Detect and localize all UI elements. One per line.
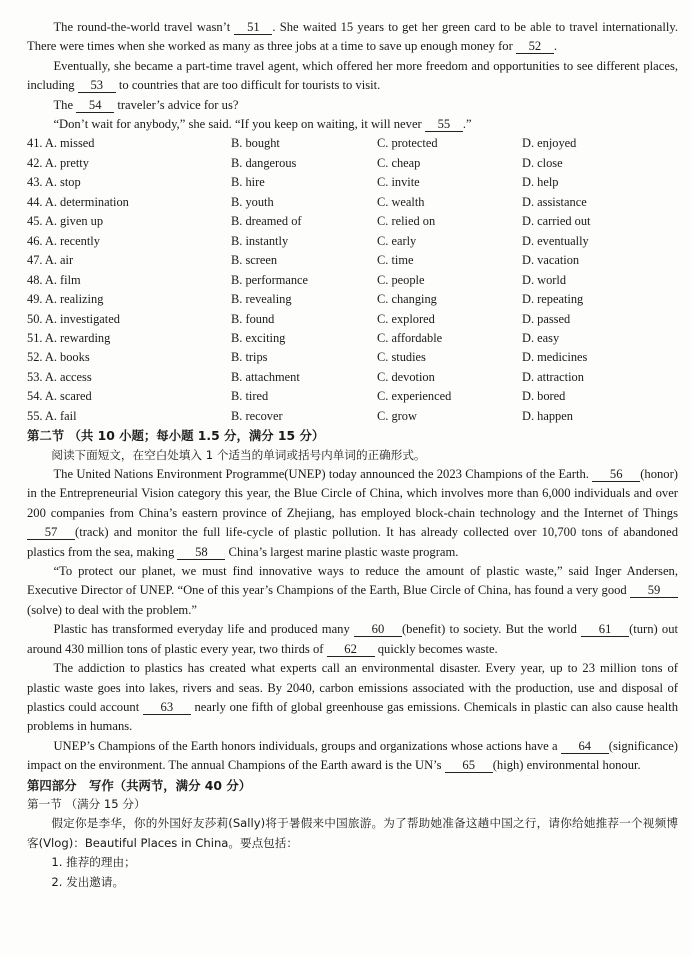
- option-46-b[interactable]: B. instantly: [231, 233, 289, 248]
- option-43-b[interactable]: B. hire: [231, 175, 265, 190]
- option-43-d[interactable]: D. help: [522, 175, 559, 190]
- option-42-b[interactable]: B. dangerous: [231, 155, 297, 170]
- text-run: quickly becomes waste.: [374, 641, 498, 656]
- option-row: [27, 154, 678, 173]
- text-run: (honor) in the Entrepreneurial Vision category this year, the Blue Circle of China, which involves more than 6,000 individuals and over 200 companies from China’s eastern province of Zhejiang, has employed block-chain technology and the Internet of Things: [27, 467, 678, 520]
- option-49-d[interactable]: D. repeating: [522, 292, 584, 307]
- section2-paragraph-3: [27, 620, 678, 659]
- text-run: The round-the-world travel wasn’t: [53, 20, 235, 34]
- option-46-a[interactable]: 46. A. recently: [27, 233, 100, 248]
- section2-paragraph-1: [27, 465, 678, 562]
- option-45-c[interactable]: C. relied on: [377, 214, 436, 229]
- option-42-c[interactable]: C. cheap: [377, 155, 421, 170]
- text-run: UNEP’s Champions of the Earth honors individuals, groups and organizations whose actions have a: [53, 738, 561, 753]
- text-run: Plastic has transformed everyday life and produced many: [53, 622, 354, 637]
- text-run: “To protect our planet, we must find innovative ways to reduce the amount of plastic waste,” said Inger Andersen, Executive Director of UNEP. “One of this year’s Champions of the Earth, Blue Circle of China, has found a very good: [27, 564, 678, 598]
- option-47-a[interactable]: 47. A. air: [27, 253, 74, 268]
- text-run: (track) and monitor the full life-cycle of plastic pollution. It has already collected over 10,700 tons of abandoned plastics from the sea, making: [27, 525, 678, 559]
- option-46-c[interactable]: C. early: [377, 233, 417, 248]
- option-50-c[interactable]: C. explored: [377, 311, 435, 326]
- answer-blank-62[interactable]: 62: [327, 642, 375, 657]
- answer-blank-54[interactable]: 54: [76, 98, 114, 113]
- option-46-d[interactable]: D. eventually: [522, 233, 589, 248]
- option-row: [27, 251, 678, 270]
- option-row: [27, 193, 678, 212]
- text-run: nearly one fifth of global greenhouse gas emissions. Chemicals in plastic can also cause health problems in humans.: [27, 699, 678, 734]
- option-55-c[interactable]: C. grow: [377, 408, 417, 423]
- reading-paragraph-1: [27, 18, 678, 57]
- text-run: “Don’t wait for anybody,” she said. “If you keep on waiting, it will never: [53, 117, 425, 132]
- option-48-c[interactable]: C. people: [377, 272, 425, 287]
- answer-blank-53[interactable]: 53: [78, 78, 116, 93]
- section2-paragraph-5: [27, 737, 678, 776]
- section2-instruction: 阅读下面短文，在空白处填入 1 个适当的单词或括号内单词的正确形式。: [51, 447, 426, 462]
- option-44-c[interactable]: C. wealth: [377, 194, 425, 209]
- option-47-c[interactable]: C. time: [377, 253, 414, 268]
- text-run: (solve) to deal with the problem.”: [27, 602, 197, 617]
- part4-subheading: 第一节 （满分 15 分）: [27, 796, 146, 811]
- text-run: China’s largest marine plastic waste program.: [225, 544, 459, 559]
- option-row: [27, 368, 678, 387]
- option-row: [27, 407, 678, 426]
- option-row: [27, 134, 678, 153]
- text-run: Eventually, she became a part-time travel agent, which offered her more freedom and opportunities to see different places, including: [27, 58, 678, 93]
- option-45-b[interactable]: B. dreamed of: [231, 214, 302, 229]
- text-run: traveler’s advice for us?: [114, 97, 239, 112]
- option-41-b[interactable]: B. bought: [231, 136, 280, 151]
- text-run: .”: [462, 117, 472, 132]
- answer-blank-56[interactable]: 56: [592, 467, 640, 482]
- reading-paragraph-4: [27, 115, 678, 134]
- option-41-c[interactable]: C. protected: [377, 136, 438, 151]
- reading-paragraph-2: [27, 57, 678, 96]
- option-53-a[interactable]: 53. A. access: [27, 369, 92, 384]
- answer-blank-64[interactable]: 64: [561, 739, 609, 754]
- option-42-a[interactable]: 42. A. pretty: [27, 155, 89, 170]
- option-48-b[interactable]: B. performance: [231, 272, 309, 287]
- section2-paragraph-2: [27, 562, 678, 620]
- option-52-b[interactable]: B. trips: [231, 350, 268, 365]
- option-41-d[interactable]: D. enjoyed: [522, 136, 577, 151]
- option-45-a[interactable]: 45. A. given up: [27, 214, 104, 229]
- option-43-a[interactable]: 43. A. stop: [27, 175, 81, 190]
- option-55-b[interactable]: B. recover: [231, 408, 283, 423]
- answer-blank-59[interactable]: 59: [630, 583, 678, 598]
- option-48-a[interactable]: 48. A. film: [27, 272, 81, 287]
- options-table: [27, 134, 678, 426]
- option-row: [27, 329, 678, 348]
- option-54-d[interactable]: D. bored: [522, 389, 566, 404]
- option-row: [27, 387, 678, 406]
- text-run: . She waited 15 years to get her green card to be able to travel internationally. There were times when she worked as many as three jobs at a time to save up enough money for: [27, 20, 678, 54]
- option-row: [27, 173, 678, 192]
- option-row: [27, 212, 678, 231]
- text-run: The United Nations Environment Programme(UNEP) today announced the 2023 Champions of the Earth.: [53, 467, 593, 482]
- answer-blank-65[interactable]: 65: [445, 758, 493, 773]
- option-53-d[interactable]: D. attraction: [522, 369, 584, 384]
- option-55-d[interactable]: D. happen: [522, 408, 573, 423]
- option-row: [27, 271, 678, 290]
- option-54-b[interactable]: B. tired: [231, 389, 269, 404]
- option-49-a[interactable]: 49. A. realizing: [27, 292, 104, 307]
- part4-heading: 第四部分 写作（共两节，满分 40 分）: [27, 777, 252, 793]
- answer-blank-60[interactable]: 60: [354, 622, 402, 637]
- answer-blank-57[interactable]: 57: [27, 525, 75, 540]
- option-row: [27, 310, 678, 329]
- option-51-a[interactable]: 51. A. rewarding: [27, 330, 111, 345]
- text-run: (high) environmental honour.: [492, 758, 641, 773]
- option-41-a[interactable]: 41. A. missed: [27, 136, 95, 151]
- option-51-b[interactable]: B. exciting: [231, 330, 286, 345]
- option-47-b[interactable]: B. screen: [231, 253, 278, 268]
- writing-point-1: 1. 推荐的理由；: [51, 855, 136, 870]
- reading-paragraph-3: [27, 96, 678, 115]
- option-49-b[interactable]: B. revealing: [231, 292, 292, 307]
- option-54-c[interactable]: C. experienced: [377, 389, 452, 404]
- option-53-b[interactable]: B. attachment: [231, 369, 300, 384]
- option-43-c[interactable]: C. invite: [377, 175, 420, 190]
- text-run: (significance) impact on the environment. The annual Champions of the Earth award is the UN’s: [27, 738, 678, 773]
- text-run: .: [553, 39, 558, 54]
- option-row: [27, 348, 678, 367]
- option-52-a[interactable]: 52. A. books: [27, 350, 90, 365]
- option-49-c[interactable]: C. changing: [377, 292, 437, 307]
- option-44-b[interactable]: B. youth: [231, 194, 274, 209]
- option-54-a[interactable]: 54. A. scared: [27, 389, 92, 404]
- option-row: [27, 232, 678, 251]
- text-run: The addiction to plastics has created what experts call an environmental disaster. Every year, up to 23 million tons of plastic waste goes into lakes, rivers and seas. By 2040, carbon emissions associated with the production, use and disposal of plastics could account: [27, 661, 678, 714]
- option-47-d[interactable]: D. vacation: [522, 253, 580, 268]
- answer-blank-51[interactable]: 51: [234, 20, 272, 35]
- writing-prompt: 假定你是李华，你的外国好友莎莉(Sally)将于暑假来中国旅游。为了帮助她准备这趟中国之行，请你给她推荐一个视频博客(Vlog)：Beautiful Places in China。要点包括：: [27, 816, 678, 850]
- option-50-b[interactable]: B. found: [231, 311, 275, 326]
- option-44-d[interactable]: D. assistance: [522, 194, 587, 209]
- text-run: (turn) out around 430 million tons of plastic every year, two thirds of: [27, 622, 678, 656]
- text-run: The: [53, 97, 77, 112]
- answer-blank-63[interactable]: 63: [143, 700, 191, 715]
- text-run: (benefit) to society. But the world: [401, 622, 582, 637]
- option-51-c[interactable]: C. affordable: [377, 330, 443, 345]
- option-52-d[interactable]: D. medicines: [522, 350, 588, 365]
- option-50-d[interactable]: D. passed: [522, 311, 571, 326]
- option-45-d[interactable]: D. carried out: [522, 214, 591, 229]
- text-run: to countries that are too difficult for tourists to visit.: [115, 78, 381, 93]
- answer-blank-58[interactable]: 58: [177, 545, 225, 560]
- answer-blank-55[interactable]: 55: [425, 117, 463, 132]
- option-44-a[interactable]: 44. A. determination: [27, 194, 129, 209]
- option-53-c[interactable]: C. devotion: [377, 369, 435, 384]
- option-51-d[interactable]: D. easy: [522, 330, 560, 345]
- answer-blank-52[interactable]: 52: [516, 39, 554, 54]
- option-55-a[interactable]: 55. A. fail: [27, 408, 77, 423]
- answer-blank-61[interactable]: 61: [581, 622, 629, 637]
- option-48-d[interactable]: D. world: [522, 272, 567, 287]
- option-50-a[interactable]: 50. A. investigated: [27, 311, 120, 326]
- option-row: [27, 290, 678, 309]
- section2-paragraph-4: [27, 659, 678, 737]
- option-42-d[interactable]: D. close: [522, 155, 563, 170]
- writing-point-2: 2. 发出邀请。: [51, 874, 125, 889]
- option-52-c[interactable]: C. studies: [377, 350, 426, 365]
- section2-heading: 第二节 （共 10 小题；每小题 1.5 分，满分 15 分）: [27, 428, 325, 444]
